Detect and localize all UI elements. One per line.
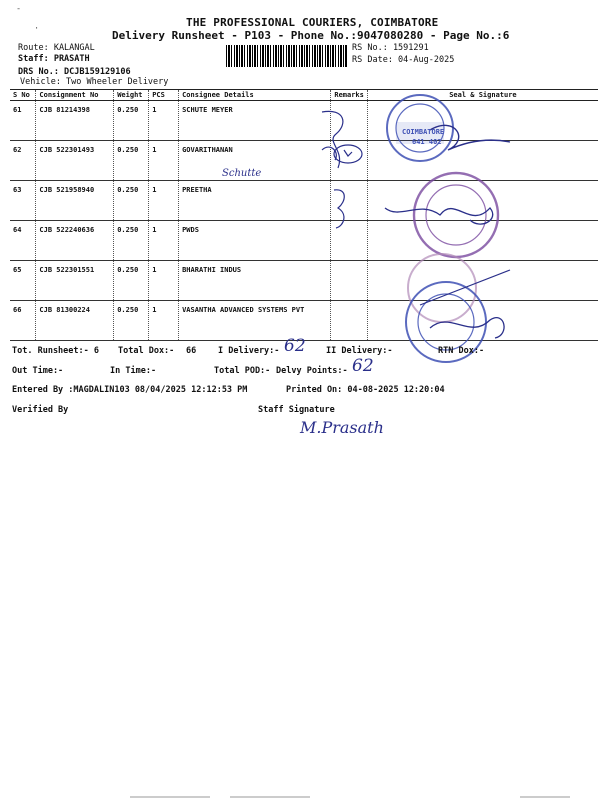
col-header: Remarks: [331, 90, 368, 101]
cell-remarks: [331, 181, 368, 221]
cell-sno: 66: [13, 306, 22, 314]
verified-by: Verified By: [12, 405, 69, 415]
cell-seal: [367, 221, 598, 261]
cell-seal: [367, 181, 598, 221]
col-header: Weight: [114, 90, 149, 101]
cell-sno: 61: [13, 106, 22, 114]
cell-remarks: [331, 141, 368, 181]
table-row: [10, 141, 598, 181]
cell-remarks: [331, 101, 368, 141]
runsheet-subtitle: Delivery Runsheet - P103 - Phone No.:9047080280 - Page No.:6: [112, 29, 510, 42]
rtn-dox-label: RTN Dox:-: [438, 346, 485, 356]
staff-signature-label: Staff Signature: [258, 405, 335, 415]
in-time-label: In Time:-: [110, 366, 157, 376]
cell-sno: 62: [13, 146, 22, 154]
table-header-row: [10, 90, 598, 101]
cell-consignee: VASANTHA ADVANCED SYSTEMS PVT: [179, 301, 331, 341]
ii-delivery-label: II Delivery:-: [326, 346, 393, 356]
staff-signature-handwritten: M.Prasath: [300, 418, 384, 437]
cell-remarks: [331, 261, 368, 301]
stamp-pin: 641 402: [412, 138, 442, 146]
cell-consignment: CJB 521958940: [36, 181, 114, 221]
staff-label: Staff: PRASATH: [18, 54, 90, 64]
total-dox-label: Total Dox:-: [118, 346, 175, 356]
cell-pcs: 1: [149, 261, 179, 301]
cell-consignee: BHARATHI INDUS: [179, 261, 331, 301]
stamp-city: COIMBATORE: [402, 128, 445, 136]
cell-consignment: CJB 522301493: [36, 141, 114, 181]
cell-pcs: 1: [149, 101, 179, 141]
scan-edge-mark: [130, 796, 210, 798]
cell-consignment: CJB 81214398: [36, 101, 114, 141]
col-header: Consignee Details: [179, 90, 331, 101]
cell-consignee: GOVARITHANAN: [179, 141, 331, 181]
cell-weight: 0.250: [114, 141, 149, 181]
barcode: [226, 45, 348, 67]
total-dox-value: 66: [186, 346, 197, 356]
cell-consignee: SCHUTE MEYER: [179, 101, 331, 141]
tot-runsheet: Tot. Runsheet:- 6: [12, 346, 99, 356]
rs-number: RS No.: 1591291: [352, 43, 429, 53]
cell-consignment: CJB 81300224: [36, 301, 114, 341]
col-header: Consignment No: [36, 90, 114, 101]
cell-sno: 65: [13, 266, 22, 274]
stray-mark: -: [16, 4, 22, 14]
cell-seal: [367, 141, 598, 181]
cell-sno: 64: [13, 226, 22, 234]
drs-number: DRS No.: DCJB159129106: [18, 67, 131, 77]
cell-consignee: PWDS: [179, 221, 331, 261]
cell-remarks: [331, 301, 368, 341]
table-row: [10, 301, 598, 341]
route-label: Route: KALANGAL: [18, 43, 95, 53]
cell-pcs: 1: [149, 221, 179, 261]
company-title: THE PROFESSIONAL COURIERS, COIMBATORE: [186, 16, 439, 29]
cell-weight: 0.250: [114, 301, 149, 341]
cell-seal: [367, 261, 598, 301]
cell-seal: [367, 301, 598, 341]
out-time-label: Out Time:-: [12, 366, 64, 376]
total-pod-label: Total POD:-: [214, 366, 271, 376]
cell-weight: 0.250: [114, 101, 149, 141]
cell-weight: 0.250: [114, 181, 149, 221]
scan-edge-mark: [520, 796, 570, 798]
handwritten-remark: Schutte: [222, 168, 262, 179]
table-row: [10, 221, 598, 261]
col-header: Seal & Signature: [367, 90, 598, 101]
col-header: S No: [13, 91, 30, 99]
cell-consignment: CJB 522240636: [36, 221, 114, 261]
cell-consignment: CJB 522301551: [36, 261, 114, 301]
col-header: PCS: [149, 90, 179, 101]
cell-sno: 63: [13, 186, 22, 194]
table-row: [10, 261, 598, 301]
cell-remarks: [331, 221, 368, 261]
cell-weight: 0.250: [114, 261, 149, 301]
cell-pcs: 1: [149, 181, 179, 221]
cell-consignee: PREETHA: [179, 181, 331, 221]
table-row: [10, 181, 598, 221]
runsheet-table: [10, 89, 598, 341]
i-delivery-label: I Delivery:-: [218, 346, 280, 356]
cell-weight: 0.250: [114, 221, 149, 261]
scan-edge-mark: [230, 796, 310, 798]
printed-on: Printed On: 04-08-2025 12:20:04: [286, 385, 445, 395]
table-row: [10, 101, 598, 141]
delvy-points-label: Delvy Points:-: [276, 366, 348, 376]
vehicle-label: Vehicle: Two Wheeler Delivery: [20, 77, 169, 87]
stray-mark: ·: [34, 24, 40, 34]
entered-by: Entered By :MAGDALIN103 08/04/2025 12:12:53 PM: [12, 385, 248, 395]
cell-pcs: 1: [149, 141, 179, 181]
cell-pcs: 1: [149, 301, 179, 341]
rs-date: RS Date: 04-Aug-2025: [352, 55, 455, 65]
i-delivery-handwritten: 62: [284, 336, 306, 356]
delvy-points-handwritten: 62: [352, 356, 374, 376]
